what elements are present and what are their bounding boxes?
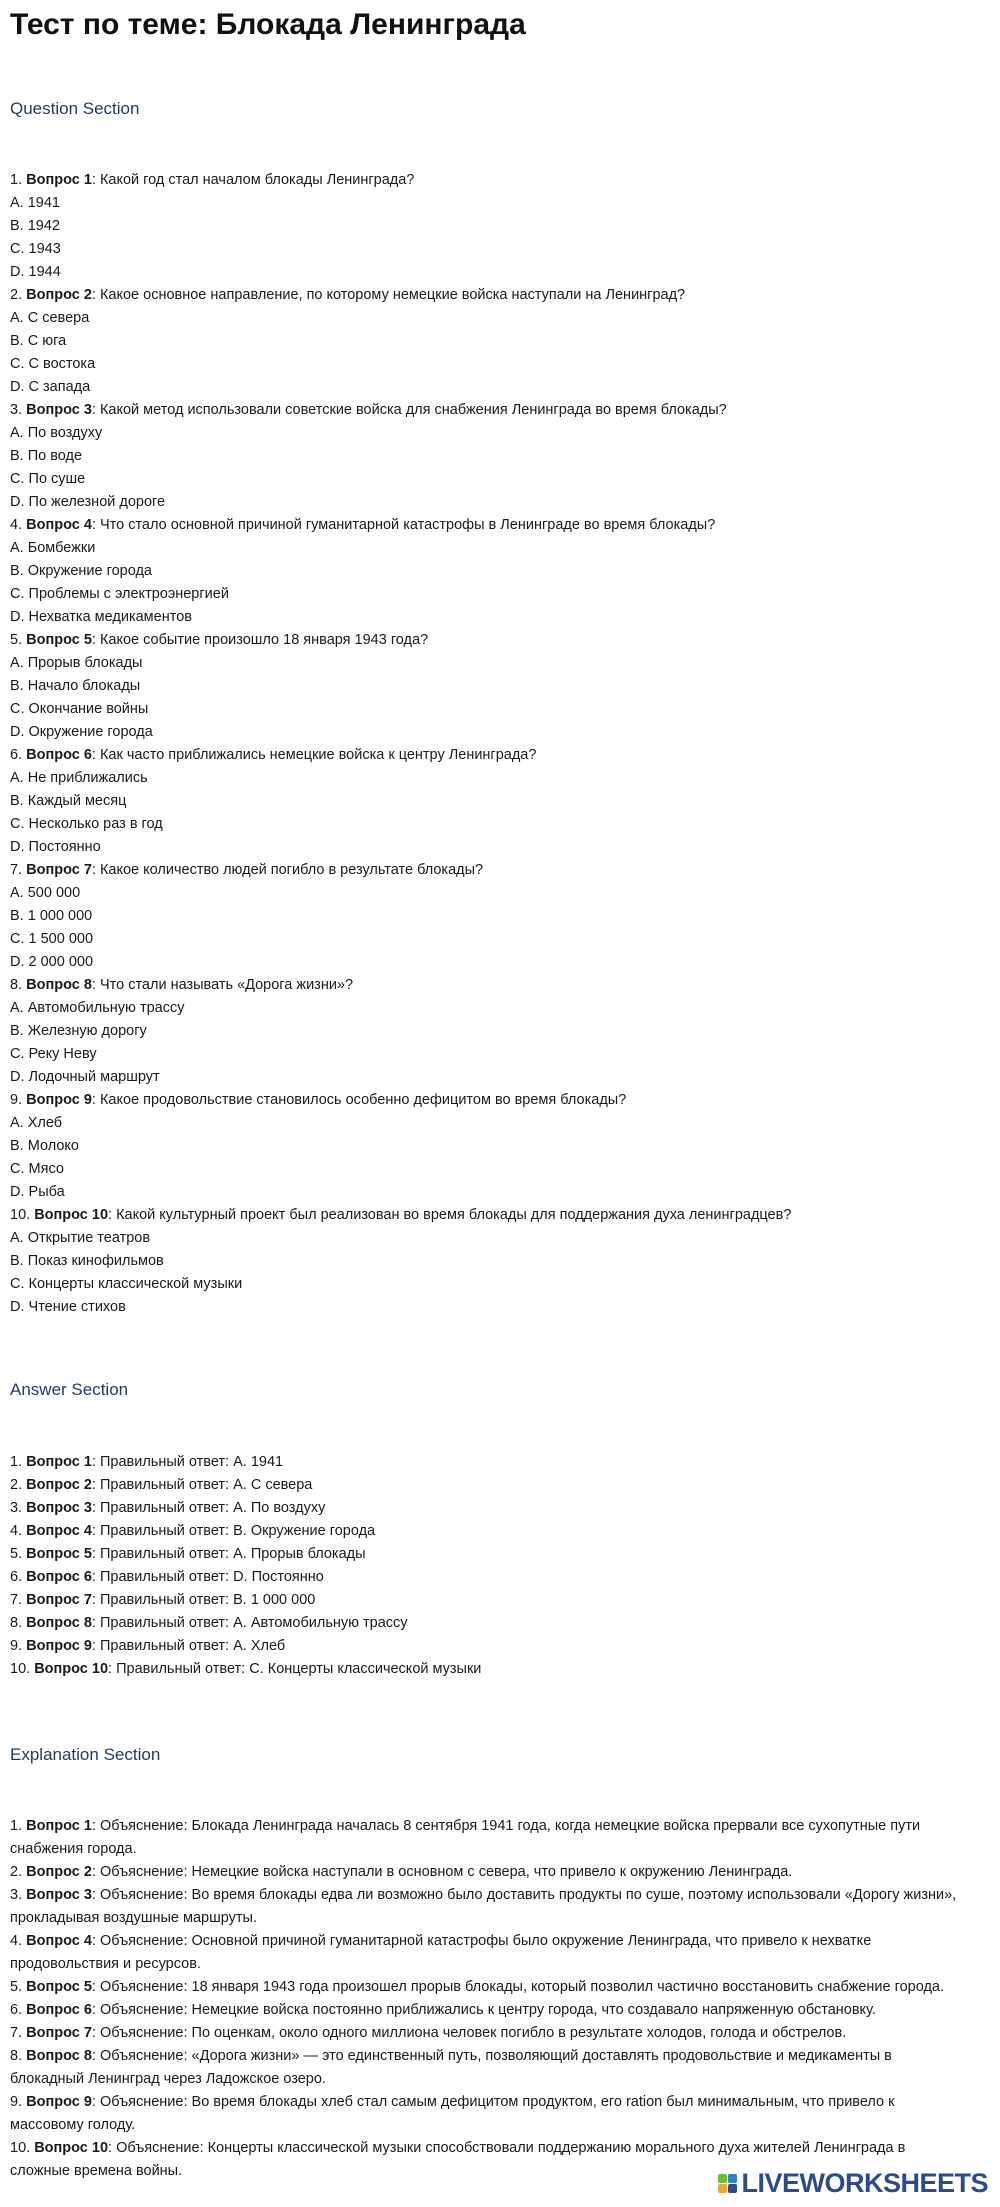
item-number: 7.	[10, 2025, 27, 2041]
explanation-line	[10, 1930, 965, 1976]
answer-option: D. Постоянно	[10, 839, 101, 855]
logo-square-green	[718, 2174, 727, 2183]
question-label: Вопрос 10	[34, 1207, 109, 1223]
item-text: : Правильный ответ: A. По воздуху	[91, 1500, 326, 1516]
question-label: Вопрос 7	[26, 1592, 92, 1608]
item-text: : Правильный ответ: C. Концерты классической музыки	[108, 1661, 482, 1677]
answer-list	[10, 1451, 990, 1681]
question-label: Вопрос 4	[26, 1523, 92, 1539]
item-number: 2.	[10, 1477, 27, 1493]
item-number: 8.	[10, 1615, 27, 1631]
item-text: : Объяснение: Во время блокады едва ли возможно было доставить продукты по суше, поэтому использовали «Дорогу жизни», прокладывая воздушные маршруты.	[10, 1887, 961, 1926]
question-label: Вопрос 7	[26, 2025, 92, 2041]
item-number: 6.	[10, 1569, 27, 1585]
question-label: Вопрос 9	[26, 1092, 92, 1108]
question-label: Вопрос 2	[26, 287, 92, 303]
question-label: Вопрос 1	[26, 1818, 92, 1834]
explanation-list	[10, 1815, 965, 2183]
item-number: 4.	[10, 517, 27, 533]
answer-option: B. С юга	[10, 333, 67, 349]
item-text: : Правильный ответ: A. 1941	[91, 1454, 284, 1470]
question-label: Вопрос 8	[26, 1615, 92, 1631]
question-label: Вопрос 3	[26, 402, 92, 418]
answer-option: A. Бомбежки	[10, 540, 96, 556]
answer-option: B. Каждый месяц	[10, 793, 127, 809]
question-line	[10, 284, 990, 307]
item-number: 8.	[10, 2048, 27, 2064]
explanation-line	[10, 1999, 965, 2022]
item-number: 8.	[10, 977, 27, 993]
question-line	[10, 514, 990, 537]
answer-option: D. Чтение стихов	[10, 1299, 126, 1315]
explanation-section-heading: Explanation Section	[10, 1745, 161, 1764]
answer-option: A. По воздуху	[10, 425, 103, 441]
item-number: 6.	[10, 2002, 27, 2018]
answer-option: A. Прорыв блокады	[10, 655, 143, 671]
item-number: 1.	[10, 1818, 27, 1834]
item-text: : Правильный ответ: A. Прорыв блокады	[91, 1546, 366, 1562]
answer-line	[10, 1635, 990, 1658]
answer-option: A. Автомобильную трассу	[10, 1000, 185, 1016]
answer-option: B. Окружение города	[10, 563, 152, 579]
question-label: Вопрос 3	[26, 1887, 92, 1903]
question-label: Вопрос 7	[26, 862, 92, 878]
answer-line	[10, 1658, 990, 1681]
question-label: Вопрос 6	[26, 747, 92, 763]
item-text: : Объяснение: Во время блокады хлеб стал самым дефицитом продуктом, его ration был минимальным, что привело к массовому голоду.	[10, 2094, 899, 2133]
logo-text: LIVEWORKSHEETS	[741, 2168, 988, 2198]
item-number: 5.	[10, 1979, 27, 1995]
item-text: : Объяснение: По оценкам, около одного миллиона человек погибло в результате холодов, голода и обстрелов.	[91, 2025, 847, 2041]
item-text: : Объяснение: Немецкие войска постоянно приближались к центру города, что создавало напряженную обстановку.	[91, 2002, 876, 2018]
item-number: 3.	[10, 402, 27, 418]
item-text: : Правильный ответ: B. 1 000 000	[91, 1592, 316, 1608]
item-number: 9.	[10, 1092, 27, 1108]
item-text: : Объяснение: «Дорога жизни» — это единственный путь, позволяющий доставлять продовольствие и медикаменты в блокадный Ленинград через Ладожское озеро.	[10, 2048, 896, 2087]
question-label: Вопрос 1	[26, 1454, 92, 1470]
answer-line	[10, 1566, 990, 1589]
item-number: 6.	[10, 747, 27, 763]
question-label: Вопрос 2	[26, 1477, 92, 1493]
item-text: : Какой год стал началом блокады Ленинграда?	[91, 172, 415, 188]
question-list	[10, 169, 990, 1319]
question-label: Вопрос 6	[26, 1569, 92, 1585]
logo-square-blue	[728, 2174, 737, 2183]
logo-square-navy	[728, 2184, 737, 2193]
answer-option: B. 1 000 000	[10, 908, 93, 924]
item-number: 10.	[10, 2140, 35, 2156]
question-label: Вопрос 4	[26, 1933, 92, 1949]
question-label: Вопрос 9	[26, 2094, 92, 2110]
logo-mark-icon	[718, 2174, 737, 2193]
item-number: 3.	[10, 1887, 27, 1903]
answer-option: D. С запада	[10, 379, 91, 395]
liveworksheets-logo[interactable]	[718, 2168, 988, 2199]
item-number: 9.	[10, 1638, 27, 1654]
question-line	[10, 169, 990, 192]
item-text: : Какое количество людей погибло в результате блокады?	[91, 862, 484, 878]
answer-option: B. Показ кинофильмов	[10, 1253, 164, 1269]
answer-option: C. Концерты классической музыки	[10, 1276, 243, 1292]
item-text: : Какой метод использовали советские войска для снабжения Ленинграда во время блокады?	[91, 402, 727, 418]
question-line	[10, 744, 990, 767]
question-line	[10, 1204, 990, 1227]
answer-line	[10, 1474, 990, 1497]
item-number: 10.	[10, 1661, 35, 1677]
item-number: 7.	[10, 1592, 27, 1608]
item-number: 2.	[10, 1864, 27, 1880]
question-line	[10, 859, 990, 882]
answer-option: B. Железную дорогу	[10, 1023, 147, 1039]
answer-option: D. Окружение города	[10, 724, 153, 740]
answer-option: C. 1943	[10, 241, 61, 257]
question-label: Вопрос 5	[26, 1979, 92, 1995]
page-title: Тест по теме: Блокада Ленинграда	[10, 8, 526, 41]
question-line	[10, 974, 990, 997]
answer-option: D. Лодочный маршрут	[10, 1069, 160, 1085]
logo-square-orange	[718, 2184, 727, 2193]
question-label: Вопрос 5	[26, 1546, 92, 1562]
explanation-line	[10, 1861, 965, 1884]
item-text: : Какое основное направление, по которому немецкие войска наступали на Ленинград?	[91, 287, 686, 303]
answer-option: A. 1941	[10, 195, 60, 211]
answer-option: B. Начало блокады	[10, 678, 141, 694]
item-number: 4.	[10, 1523, 27, 1539]
answer-option: A. С севера	[10, 310, 90, 326]
answer-option: D. 2 000 000	[10, 954, 94, 970]
item-text: : Правильный ответ: B. Окружение города	[91, 1523, 376, 1539]
item-number: 7.	[10, 862, 27, 878]
answer-option: C. Проблемы с электроэнергией	[10, 586, 229, 602]
question-label: Вопрос 8	[26, 2048, 92, 2064]
question-label: Вопрос 5	[26, 632, 92, 648]
item-text: : Какой культурный проект был реализован во время блокады для поддержания духа ленинградцев?	[108, 1207, 792, 1223]
item-number: 1.	[10, 1454, 27, 1470]
item-text: : Какое событие произошло 18 января 1943 года?	[91, 632, 429, 648]
item-number: 10.	[10, 1207, 35, 1223]
explanation-line	[10, 1976, 965, 1999]
question-line	[10, 629, 990, 652]
answer-line	[10, 1497, 990, 1520]
answer-option: C. Несколько раз в год	[10, 816, 163, 832]
item-text: : Объяснение: Блокада Ленинграда началась 8 сентября 1941 года, когда немецкие войска прервали все сухопутные пути снабжения города.	[10, 1818, 925, 1857]
question-section-heading: Question Section	[10, 99, 140, 118]
answer-option: A. Открытие театров	[10, 1230, 151, 1246]
answer-option: C. Реку Неву	[10, 1046, 97, 1062]
answer-option: C. Мясо	[10, 1161, 64, 1177]
question-label: Вопрос 3	[26, 1500, 92, 1516]
answer-option: D. Рыба	[10, 1184, 65, 1200]
answer-option: C. По суше	[10, 471, 86, 487]
answer-line	[10, 1451, 990, 1474]
answer-option: C. Окончание войны	[10, 701, 149, 717]
question-line	[10, 399, 990, 422]
explanation-line	[10, 2022, 965, 2045]
answer-section-heading: Answer Section	[10, 1380, 129, 1399]
explanation-line	[10, 1884, 965, 1930]
item-number: 4.	[10, 1933, 27, 1949]
explanation-line	[10, 2045, 965, 2091]
item-text: : Объяснение: Концерты классической музыки способствовали поддержанию морального духа жителей Ленинграда в сложные времена войны.	[10, 2140, 910, 2179]
explanation-line	[10, 2091, 965, 2137]
question-label: Вопрос 4	[26, 517, 92, 533]
answer-option: C. С востока	[10, 356, 96, 372]
answer-line	[10, 1589, 990, 1612]
question-label: Вопрос 1	[26, 172, 92, 188]
question-line	[10, 1089, 990, 1112]
item-text: : Правильный ответ: A. С севера	[91, 1477, 313, 1493]
item-text: : Правильный ответ: A. Автомобильную трассу	[91, 1615, 408, 1631]
item-number: 9.	[10, 2094, 27, 2110]
answer-option: C. 1 500 000	[10, 931, 94, 947]
item-text: : Что стало основной причиной гуманитарной катастрофы в Ленинграде во время блокады?	[91, 517, 716, 533]
item-number: 5.	[10, 1546, 27, 1562]
question-label: Вопрос 8	[26, 977, 92, 993]
item-text: : Что стали называть «Дорога жизни»?	[91, 977, 354, 993]
item-text: : Как часто приближались немецкие войска к центру Ленинграда?	[91, 747, 537, 763]
answer-option: A. Не приближались	[10, 770, 148, 786]
answer-line	[10, 1543, 990, 1566]
item-text: : Объяснение: Основной причиной гуманитарной катастрофы было окружение Ленинграда, что привело к нехватке продовольствия и ресурсов.	[10, 1933, 876, 1972]
answer-line	[10, 1612, 990, 1635]
item-number: 5.	[10, 632, 27, 648]
item-text: : Объяснение: 18 января 1943 года произошел прорыв блокады, который позволил частично восстановить снабжение города.	[91, 1979, 945, 1995]
answer-option: B. 1942	[10, 218, 60, 234]
answer-option: B. По воде	[10, 448, 83, 464]
explanation-line	[10, 1815, 965, 1861]
item-text: : Какое продовольствие становилось особенно дефицитом во время блокады?	[91, 1092, 627, 1108]
item-number: 1.	[10, 172, 27, 188]
item-text: : Правильный ответ: D. Постоянно	[91, 1569, 324, 1585]
question-label: Вопрос 6	[26, 2002, 92, 2018]
question-label: Вопрос 2	[26, 1864, 92, 1880]
item-number: 2.	[10, 287, 27, 303]
answer-option: A. 500 000	[10, 885, 81, 901]
answer-line	[10, 1520, 990, 1543]
question-label: Вопрос 9	[26, 1638, 92, 1654]
item-number: 3.	[10, 1500, 27, 1516]
answer-option: D. 1944	[10, 264, 61, 280]
answer-option: D. Нехватка медикаментов	[10, 609, 192, 625]
item-text: : Правильный ответ: A. Хлеб	[91, 1638, 286, 1654]
answer-option: B. Молоко	[10, 1138, 79, 1154]
answer-option: D. По железной дороге	[10, 494, 166, 510]
item-text: : Объяснение: Немецкие войска наступали в основном с севера, что привело к окружению Ленинграда.	[91, 1864, 793, 1880]
question-label: Вопрос 10	[34, 2140, 109, 2156]
answer-option: A. Хлеб	[10, 1115, 63, 1131]
question-label: Вопрос 10	[34, 1661, 109, 1677]
